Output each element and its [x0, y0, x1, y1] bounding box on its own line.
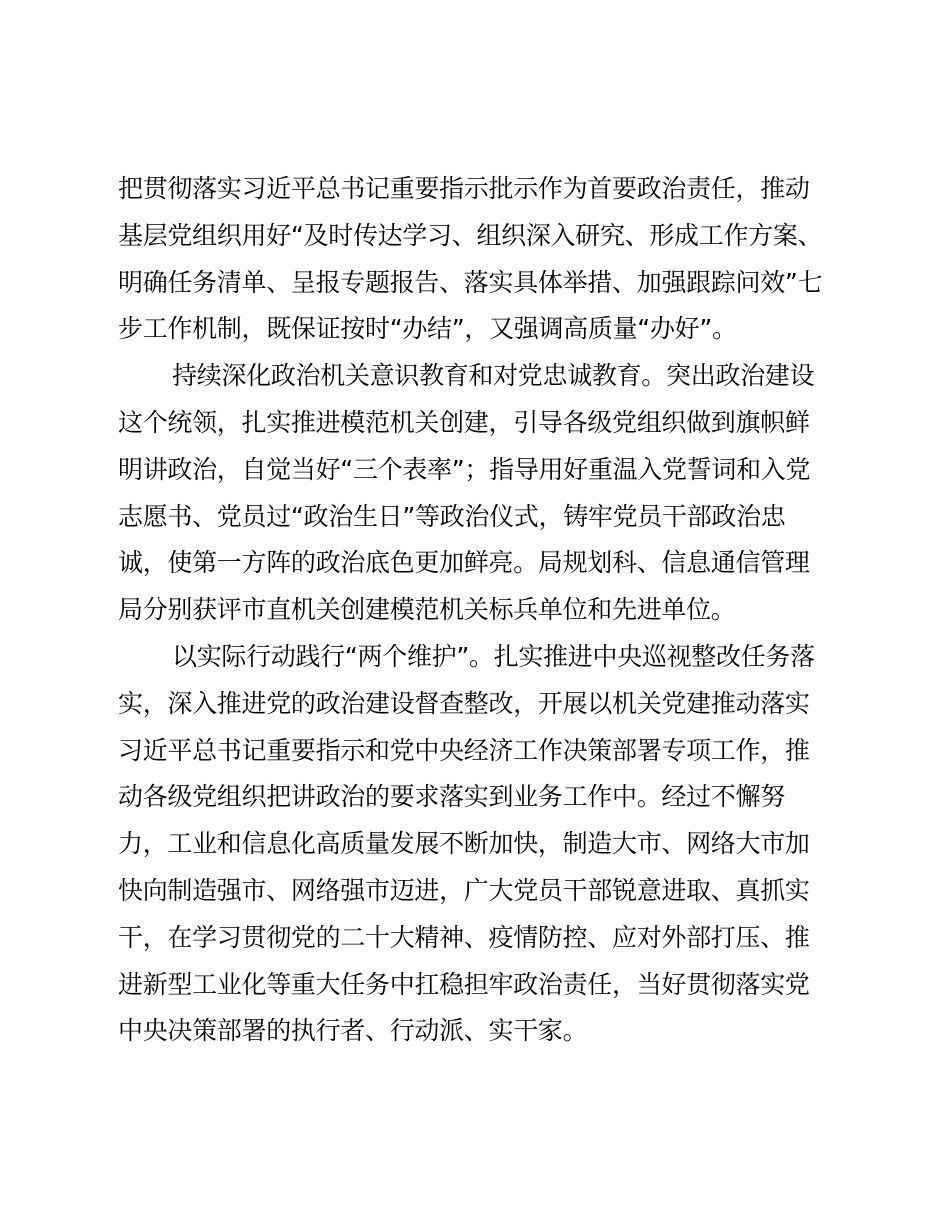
text-line: 明确任务清单、呈报专题报告、落实具体举措、加强跟踪问效”七: [118, 267, 823, 297]
text-line: 志愿书、党员过“政治生日”等政治仪式，铸牢党员干部政治忠: [118, 501, 786, 531]
text-line: 干，在学习贯彻党的二十大精神、疫情防控、应对外部打压、推: [118, 922, 810, 952]
text-line: 实，深入推进党的政治建设督查整改，开展以机关党建推动落实: [118, 688, 810, 718]
text-line: 这个统领，扎实推进模范机关创建，引导各级党组织做到旗帜鲜: [118, 407, 810, 437]
text-line: 明讲政治，自觉当好“三个表率”；指导用好重温入党誓词和入党: [118, 454, 811, 484]
paragraph-first-line: 以实际行动践行“两个维护”。扎实推进中央巡视整改任务落: [172, 641, 815, 671]
paragraph-first-line: 持续深化政治机关意识教育和对党忠诚教育。突出政治建设: [172, 361, 815, 391]
text-line: 快向制造强市、网络强市迈进，广大党员干部锐意进取、真抓实: [118, 875, 810, 905]
body-text: [118, 166, 838, 1055]
text-line: 局分别获评市直机关创建模范机关标兵单位和先进单位。: [118, 595, 736, 625]
text-line: 把贯彻落实习近平总书记重要指示批示作为首要政治责任，推动: [118, 174, 810, 203]
text-line: 进新型工业化等重大任务中扛稳担牢政治责任，当好贯彻落实党: [118, 969, 810, 999]
text-line: 诚，使第一方阵的政治底色更加鲜亮。局规划科、信息通信管理: [118, 548, 810, 578]
text-line: 中央决策部署的执行者、行动派、实干家。: [118, 1016, 588, 1046]
text-line: 动各级党组织把讲政治的要求落实到业务工作中。经过不懈努: [118, 782, 785, 812]
text-line: 力，工业和信息化高质量发展不断加快，制造大市、网络大市加: [118, 829, 810, 859]
text-line: 习近平总书记重要指示和党中央经济工作决策部署专项工作，推: [118, 735, 810, 765]
text-line: 基层党组织用好“及时传达学习、组织深入研究、形成工作方案、: [118, 220, 823, 250]
text-line: 步工作机制，既保证按时“办结”，又强调高质量“办好”。: [118, 314, 737, 344]
